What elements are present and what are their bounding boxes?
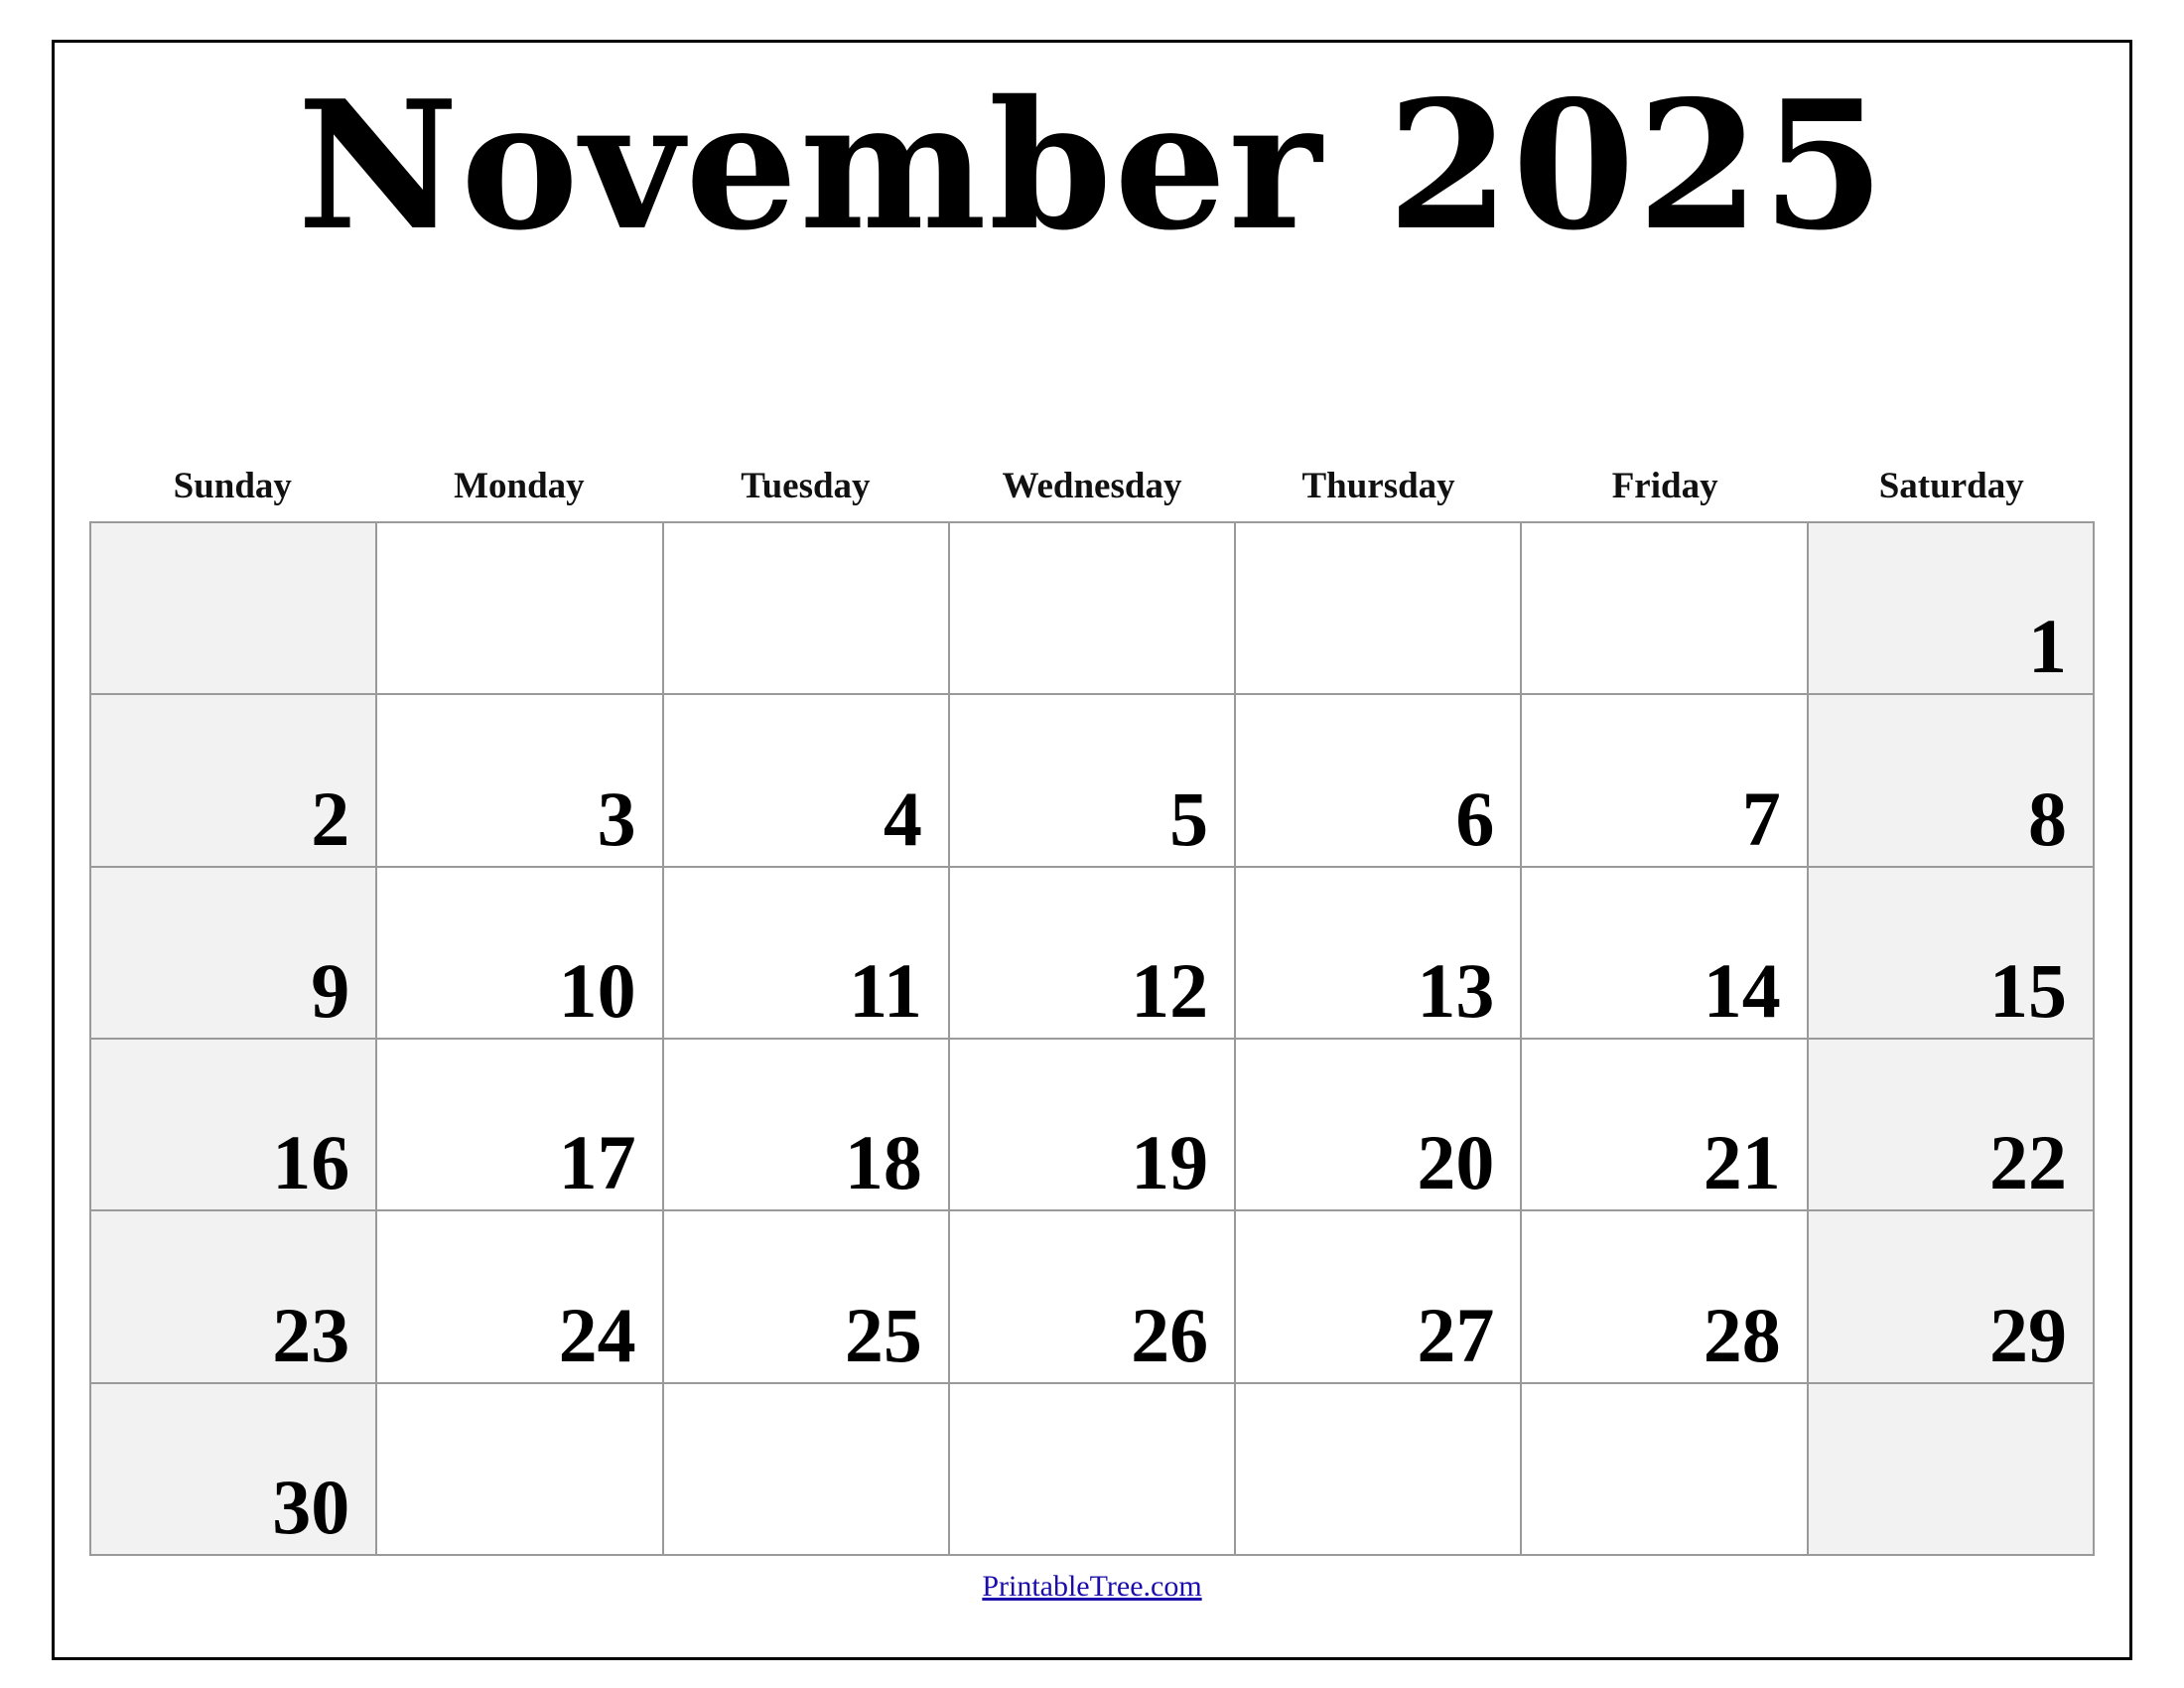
weekday-header-friday: Friday — [1611, 466, 1718, 506]
day-number: 9 — [311, 946, 350, 1034]
day-number: 5 — [1169, 774, 1209, 862]
day-number: 15 — [1988, 946, 2067, 1034]
calendar-empty-cell[interactable] — [377, 523, 663, 695]
calendar-grid — [89, 521, 2095, 1556]
day-number: 4 — [883, 774, 922, 862]
calendar-day-cell[interactable] — [1522, 1040, 1808, 1211]
day-number: 28 — [1703, 1291, 1781, 1378]
day-number: 8 — [2027, 774, 2067, 862]
day-number: 19 — [1131, 1119, 1209, 1206]
footer — [89, 1570, 2095, 1604]
weekday-header-thursday: Thursday — [1301, 466, 1455, 506]
calendar-empty-cell[interactable] — [950, 1384, 1236, 1556]
day-number: 22 — [1988, 1119, 2067, 1206]
page-title: November 2025 — [297, 62, 1887, 269]
day-number: 18 — [844, 1119, 922, 1206]
calendar-empty-cell[interactable] — [1236, 523, 1522, 695]
calendar-empty-cell[interactable] — [1522, 1384, 1808, 1556]
weekday-header-saturday: Saturday — [1878, 466, 2024, 506]
calendar-day-cell[interactable] — [91, 1040, 377, 1211]
weekday-header-sunday: Sunday — [173, 466, 292, 506]
calendar-day-cell[interactable] — [1809, 523, 2095, 695]
day-number: 21 — [1703, 1119, 1781, 1206]
day-number: 10 — [558, 946, 636, 1034]
printabletree-link[interactable]: PrintableTree.com — [982, 1570, 1202, 1603]
calendar-day-cell[interactable] — [1522, 1211, 1808, 1383]
calendar-day-cell[interactable] — [1236, 1040, 1522, 1211]
calendar-day-cell[interactable] — [377, 1211, 663, 1383]
day-number: 23 — [272, 1291, 350, 1378]
calendar-day-cell[interactable] — [950, 1040, 1236, 1211]
calendar-day-cell[interactable] — [664, 1040, 950, 1211]
calendar-day-cell[interactable] — [1236, 868, 1522, 1040]
calendar-empty-cell[interactable] — [664, 1384, 950, 1556]
day-number: 1 — [2027, 603, 2067, 690]
day-number: 29 — [1988, 1291, 2067, 1378]
calendar-day-cell[interactable] — [664, 695, 950, 867]
calendar-empty-cell[interactable] — [1809, 1384, 2095, 1556]
calendar-day-cell[interactable] — [950, 1211, 1236, 1383]
day-number: 11 — [849, 946, 922, 1034]
calendar-day-cell[interactable] — [377, 1040, 663, 1211]
calendar-day-cell[interactable] — [377, 695, 663, 867]
calendar-day-cell[interactable] — [664, 868, 950, 1040]
day-number: 14 — [1703, 946, 1781, 1034]
calendar-day-cell[interactable] — [1809, 1211, 2095, 1383]
calendar-empty-cell[interactable] — [1522, 523, 1808, 695]
day-number: 3 — [597, 774, 636, 862]
calendar-day-cell[interactable] — [1809, 868, 2095, 1040]
calendar-content — [52, 40, 2132, 1668]
day-number: 24 — [558, 1291, 636, 1378]
calendar-day-cell[interactable] — [91, 1211, 377, 1383]
calendar-day-cell[interactable] — [1809, 1040, 2095, 1211]
day-number: 30 — [272, 1463, 350, 1550]
weekday-header-monday: Monday — [454, 466, 585, 506]
calendar-empty-cell[interactable] — [1236, 1384, 1522, 1556]
day-number: 6 — [1455, 774, 1495, 862]
calendar-day-cell[interactable] — [950, 868, 1236, 1040]
calendar-day-cell[interactable] — [1236, 695, 1522, 867]
weekday-header-wednesday: Wednesday — [1002, 466, 1182, 506]
day-number: 13 — [1417, 946, 1495, 1034]
calendar-empty-cell[interactable] — [664, 523, 950, 695]
calendar-day-cell[interactable] — [1809, 695, 2095, 867]
calendar-day-cell[interactable] — [1522, 868, 1808, 1040]
calendar-empty-cell[interactable] — [950, 523, 1236, 695]
day-number: 12 — [1131, 946, 1209, 1034]
day-number: 17 — [558, 1119, 636, 1206]
calendar-empty-cell[interactable] — [377, 1384, 663, 1556]
calendar-day-cell[interactable] — [1522, 695, 1808, 867]
calendar-day-cell[interactable] — [664, 1211, 950, 1383]
weekday-header-row — [89, 465, 2095, 521]
day-number: 27 — [1417, 1291, 1495, 1378]
weekday-header-tuesday: Tuesday — [741, 466, 871, 506]
calendar-day-cell[interactable] — [1236, 1211, 1522, 1383]
calendar-day-cell[interactable] — [91, 1384, 377, 1556]
calendar-day-cell[interactable] — [377, 868, 663, 1040]
calendar-day-cell[interactable] — [91, 868, 377, 1040]
day-number: 2 — [311, 774, 350, 862]
day-number: 25 — [844, 1291, 922, 1378]
day-number: 26 — [1131, 1291, 1209, 1378]
day-number: 7 — [1741, 774, 1781, 862]
calendar-day-cell[interactable] — [91, 695, 377, 867]
day-number: 16 — [272, 1119, 350, 1206]
day-number: 20 — [1417, 1119, 1495, 1206]
calendar-empty-cell[interactable] — [91, 523, 377, 695]
calendar-day-cell[interactable] — [950, 695, 1236, 867]
